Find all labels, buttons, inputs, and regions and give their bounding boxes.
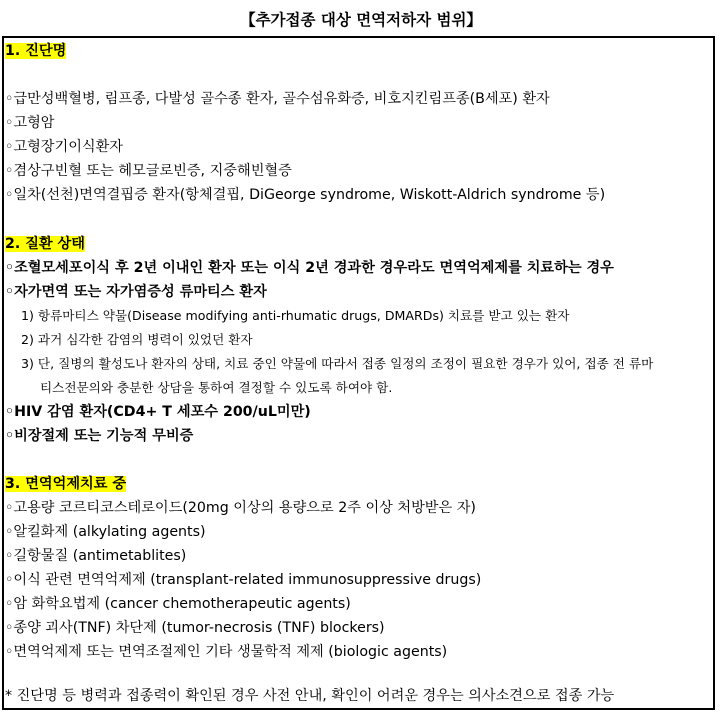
list-item: ◦자가면역 또는 자가염증성 류마티스 환자	[5, 284, 267, 300]
section-3-heading: 3. 면역억제치료 중	[5, 476, 127, 492]
list-item: ◦겸상구빈혈 또는 헤모글로빈증, 지중해빈혈증	[5, 163, 292, 179]
sub-list-item: 2) 과거 심각한 감염의 병력이 있었던 환자	[21, 332, 253, 347]
footnote: * 진단명 등 병력과 접종력이 확인된 경우 사전 안내, 확인이 어려운 경우는 의사소견으로 접종 가능	[5, 688, 615, 704]
list-item: ◦고형암	[5, 115, 55, 131]
list-item: ◦이식 관련 면역억제제 (transplant-related immunosuppressive drugs)	[5, 572, 482, 588]
criteria-box	[2, 36, 715, 710]
list-item: ◦알킬화제 (alkylating agents)	[5, 524, 206, 540]
document-title: 【추가접종 대상 면역저하자 범위】	[240, 11, 482, 29]
sub-list-item: 1) 항류마티스 약물(Disease modifying anti-rhumatic drugs, DMARDs) 치료를 받고 있는 환자	[21, 308, 570, 323]
list-item: ◦암 화학요법제 (cancer chemotherapeutic agents)	[5, 596, 351, 612]
list-item: ◦길항물질 (antimetablites)	[5, 548, 187, 564]
list-item: ◦HIV 감염 환자(CD4+ T 세포수 200/uL미만)	[5, 404, 311, 420]
list-item: ◦비장절제 또는 기능적 무비증	[5, 428, 194, 444]
section-2-heading: 2. 질환 상태	[5, 236, 85, 252]
list-item: ◦종양 괴사(TNF) 차단제 (tumor-necrosis (TNF) blockers)	[5, 620, 385, 636]
sub-list-item-continued: 티스전문의와 충분한 상담을 통하여 결정할 수 있도록 하여야 함.	[40, 380, 393, 395]
list-item: ◦조혈모세포이식 후 2년 이내인 환자 또는 이식 2년 경과한 경우라도 면역억제제를 치료하는 경우	[5, 260, 614, 276]
list-item: ◦면역억제제 또는 면역조절제인 기타 생물학적 제제 (biologic agents)	[5, 644, 448, 660]
section-1-heading: 1. 진단명	[5, 43, 67, 59]
list-item: ◦고용량 코르티코스테로이드(20mg 이상의 용량으로 2주 이상 처방받은 자)	[5, 500, 476, 516]
list-item: ◦급만성백혈병, 림프종, 다발성 골수종 환자, 골수섬유화증, 비호지킨림프종(B세포) 환자	[5, 91, 550, 107]
list-item: ◦일차(선천)면역결핍증 환자(항체결핍, DiGeorge syndrome, Wiskott-Aldrich syndrome 등)	[5, 187, 606, 203]
list-item: ◦고형장기이식환자	[5, 139, 124, 155]
sub-list-item: 3) 단, 질병의 활성도나 환자의 상태, 치료 중인 약물에 따라서 접종 일정의 조정이 필요한 경우가 있어, 접종 전 류마	[21, 356, 654, 371]
